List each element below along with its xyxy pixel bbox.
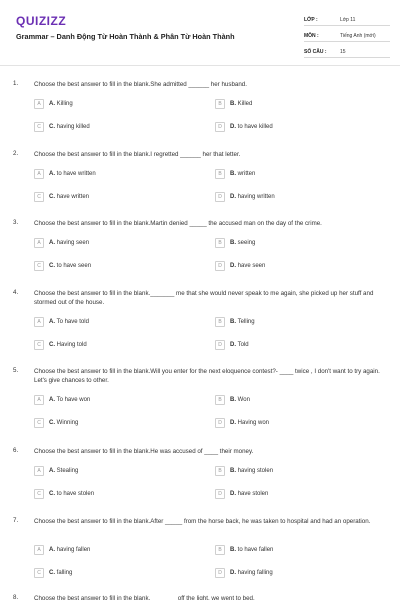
option-letter-box: B xyxy=(215,395,225,405)
option-label xyxy=(49,468,78,474)
question-text: Choose the best answer to fill in the blank.I regretted ______ her that letter. xyxy=(34,151,241,158)
option-label xyxy=(49,194,89,200)
question-number: 6. xyxy=(13,447,19,454)
option-label xyxy=(49,491,94,497)
option-key: D. xyxy=(230,569,236,576)
option-key: A. xyxy=(49,396,55,403)
option-key: B. xyxy=(230,318,236,325)
option-text: To have won xyxy=(56,396,91,403)
option-key: C. xyxy=(49,490,55,497)
option-letter-box: A xyxy=(34,466,44,476)
question-text: Choose the best answer to fill in the blank._______ me that she would never speak to me again, she picked up her stuff and stormed out of the house. xyxy=(34,290,374,306)
option-label xyxy=(49,101,73,107)
option-label xyxy=(230,101,252,107)
question-text: Choose the best answer to fill in the blank.Will you enter for the next eloquence contest?- ____ twice , I don't want to try again. Let's give chances to other. xyxy=(34,368,380,384)
option-text: having written xyxy=(237,193,275,200)
option-letter-box: D xyxy=(215,192,225,202)
option-key: D. xyxy=(230,123,236,130)
option-letter-box: C xyxy=(34,192,44,202)
option-key: D. xyxy=(230,193,236,200)
meta-label: SỐ CÂU : xyxy=(304,49,327,55)
answer-option-c[interactable] xyxy=(34,488,94,499)
option-text: To have told xyxy=(56,318,89,325)
answer-option-c[interactable] xyxy=(34,260,91,271)
option-letter-box: B xyxy=(215,466,225,476)
option-text: Winning xyxy=(56,419,79,426)
option-text: falling xyxy=(56,569,73,576)
option-key: B. xyxy=(230,546,236,553)
option-label xyxy=(230,240,255,246)
answer-option-c[interactable] xyxy=(34,567,72,578)
option-letter-box: B xyxy=(215,238,225,248)
option-key: C. xyxy=(49,569,55,576)
option-label xyxy=(49,342,87,348)
option-label xyxy=(230,468,273,474)
answer-option-b[interactable] xyxy=(215,316,255,327)
option-text: seeing xyxy=(237,239,256,246)
option-key: A. xyxy=(49,467,55,474)
question-number: 7. xyxy=(13,517,19,524)
answer-option-a[interactable] xyxy=(34,544,90,555)
option-text: Won xyxy=(237,396,250,403)
option-text: have seen xyxy=(237,262,266,269)
option-letter-box: C xyxy=(34,340,44,350)
option-label xyxy=(230,263,265,269)
option-label xyxy=(49,570,72,576)
meta-row-count xyxy=(304,44,390,58)
option-key: A. xyxy=(49,546,55,553)
option-key: A. xyxy=(49,318,55,325)
option-key: D. xyxy=(230,262,236,269)
option-text: Stealing xyxy=(56,467,79,474)
option-text: Having won xyxy=(237,419,270,426)
question-number: 4. xyxy=(13,289,19,296)
option-key: B. xyxy=(230,100,236,107)
answer-option-c[interactable] xyxy=(34,417,78,428)
question-number: 5. xyxy=(13,367,19,374)
meta-row-grade xyxy=(304,12,390,26)
option-key: A. xyxy=(49,100,55,107)
answer-option-d[interactable] xyxy=(215,567,273,578)
answer-option-a[interactable] xyxy=(34,98,73,109)
answer-option-b[interactable] xyxy=(215,394,250,405)
question-number: 2. xyxy=(13,150,19,157)
option-label xyxy=(49,171,96,177)
option-text: having falling xyxy=(237,569,273,576)
question-text: Choose the best answer to fill in the blank.She admitted ______ her husband. xyxy=(34,81,247,88)
option-letter-box: D xyxy=(215,340,225,350)
answer-option-c[interactable] xyxy=(34,121,90,132)
answer-option-d[interactable] xyxy=(215,191,275,202)
answer-option-c[interactable] xyxy=(34,191,89,202)
option-letter-box: A xyxy=(34,238,44,248)
option-label xyxy=(230,397,250,403)
option-label xyxy=(49,319,89,325)
option-label xyxy=(230,194,275,200)
option-label xyxy=(230,124,273,130)
worksheet-header xyxy=(0,0,400,66)
option-letter-box: D xyxy=(215,489,225,499)
option-key: C. xyxy=(49,262,55,269)
option-text: having seen xyxy=(56,239,90,246)
option-label xyxy=(49,547,90,553)
option-key: C. xyxy=(49,193,55,200)
option-label xyxy=(230,420,269,426)
option-key: D. xyxy=(230,341,236,348)
option-label xyxy=(49,263,91,269)
option-letter-box: D xyxy=(215,568,225,578)
option-key: C. xyxy=(49,341,55,348)
answer-option-b[interactable] xyxy=(215,168,255,179)
option-letter-box: B xyxy=(215,99,225,109)
meta-value: Lớp 11 xyxy=(340,17,356,23)
option-label xyxy=(230,491,268,497)
option-letter-box: A xyxy=(34,317,44,327)
option-letter-box: B xyxy=(215,545,225,555)
option-label xyxy=(230,319,255,325)
option-text: to have seen xyxy=(56,262,92,269)
option-text: having stolen xyxy=(237,467,274,474)
answer-option-c[interactable] xyxy=(34,339,87,350)
option-label xyxy=(230,547,273,553)
answer-option-a[interactable] xyxy=(34,316,89,327)
option-label xyxy=(49,420,78,426)
option-key: C. xyxy=(49,123,55,130)
option-text: Told xyxy=(237,341,249,348)
option-text: to have written xyxy=(56,170,96,177)
question-text: Choose the best answer to fill in the blank. _______ off the light, we went to bed. xyxy=(34,595,255,600)
option-text: Having told xyxy=(56,341,87,348)
worksheet-title: Grammar – Danh Động Từ Hoàn Thành & Phân Từ Hoàn Thành xyxy=(16,32,235,41)
option-letter-box: C xyxy=(34,489,44,499)
option-text: to have stolen xyxy=(56,490,95,497)
option-letter-box: A xyxy=(34,169,44,179)
option-text: written xyxy=(237,170,256,177)
question-text: Choose the best answer to fill in the blank.Martin denied _____ the accused man on the day of the crime. xyxy=(34,220,322,227)
option-letter-box: A xyxy=(34,545,44,555)
answer-option-b[interactable] xyxy=(215,465,273,476)
meta-value: 15 xyxy=(340,49,346,55)
option-text: Killed xyxy=(237,100,253,107)
option-text: to have killed xyxy=(237,123,273,130)
option-key: C. xyxy=(49,419,55,426)
option-key: B. xyxy=(230,467,236,474)
option-label xyxy=(230,570,273,576)
option-label xyxy=(49,397,90,403)
option-text: having fallen xyxy=(56,546,91,553)
option-letter-box: D xyxy=(215,261,225,271)
question-text: Choose the best answer to fill in the blank.After _____ from the horse back, he was taken to hospital and had an operation. xyxy=(34,518,371,525)
option-letter-box: C xyxy=(34,261,44,271)
answer-option-d[interactable] xyxy=(215,488,268,499)
meta-label: MÔN : xyxy=(304,33,319,39)
option-key: B. xyxy=(230,239,236,246)
question-number: 1. xyxy=(13,80,19,87)
option-key: B. xyxy=(230,396,236,403)
worksheet-meta xyxy=(304,12,390,60)
option-letter-box: B xyxy=(215,317,225,327)
question-number: 3. xyxy=(13,219,19,226)
option-text: Telling xyxy=(237,318,255,325)
option-letter-box: D xyxy=(215,418,225,428)
option-letter-box: D xyxy=(215,122,225,132)
option-key: D. xyxy=(230,419,236,426)
answer-option-d[interactable] xyxy=(215,417,269,428)
answer-option-b[interactable] xyxy=(215,544,273,555)
answer-option-d[interactable] xyxy=(215,121,273,132)
option-text: having killed xyxy=(56,123,90,130)
answer-option-d[interactable] xyxy=(215,260,265,271)
meta-label: LỚP : xyxy=(304,17,318,23)
option-label xyxy=(230,342,249,348)
quizizz-logo: QUIZIZZ xyxy=(16,14,67,28)
answer-option-a[interactable] xyxy=(34,394,90,405)
option-label xyxy=(49,240,89,246)
answer-option-a[interactable] xyxy=(34,168,96,179)
option-letter-box: A xyxy=(34,99,44,109)
option-text: have written xyxy=(56,193,90,200)
option-key: B. xyxy=(230,170,236,177)
option-letter-box: C xyxy=(34,418,44,428)
option-key: A. xyxy=(49,239,55,246)
option-text: to have fallen xyxy=(237,546,274,553)
question-number: 8. xyxy=(13,594,19,600)
option-letter-box: C xyxy=(34,122,44,132)
option-letter-box: B xyxy=(215,169,225,179)
option-letter-box: A xyxy=(34,395,44,405)
option-key: D. xyxy=(230,490,236,497)
answer-option-a[interactable] xyxy=(34,465,78,476)
option-text: Killing xyxy=(56,100,73,107)
meta-row-subject xyxy=(304,28,390,42)
meta-value: Tiếng Anh (mới) xyxy=(340,33,376,39)
answer-option-a[interactable] xyxy=(34,237,89,248)
option-key: A. xyxy=(49,170,55,177)
answer-option-b[interactable] xyxy=(215,237,255,248)
option-label xyxy=(49,124,90,130)
option-text: have stolen xyxy=(237,490,269,497)
question-text: Choose the best answer to fill in the blank.He was accused of ____ their money. xyxy=(34,448,254,455)
answer-option-b[interactable] xyxy=(215,98,252,109)
option-letter-box: C xyxy=(34,568,44,578)
option-label xyxy=(230,171,255,177)
answer-option-d[interactable] xyxy=(215,339,249,350)
